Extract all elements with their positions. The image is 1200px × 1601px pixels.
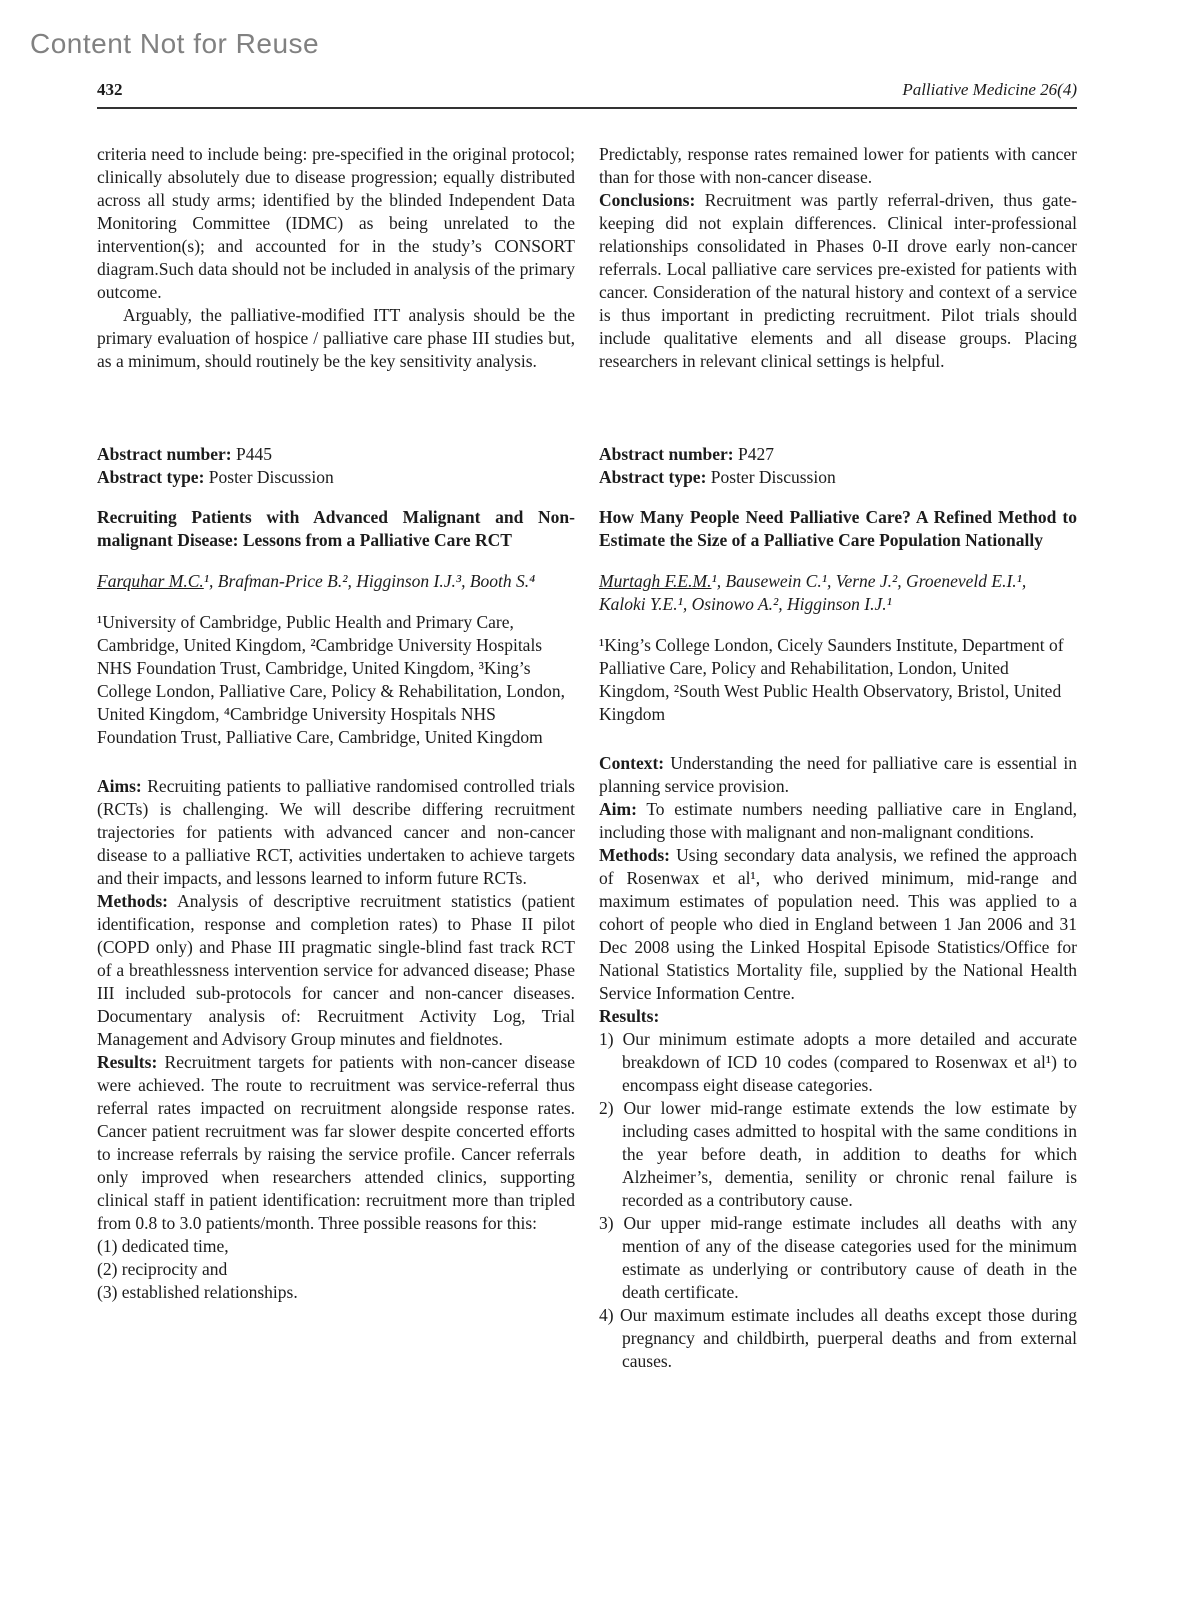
abstract1-type-line — [97, 466, 575, 489]
abstract2-results-label — [599, 1005, 1077, 1028]
result-item-1 — [599, 1028, 1077, 1097]
abstract-number-value: P427 — [738, 444, 774, 464]
continuation-paragraph: Predictably, response rates remained lower for patients with cancer than for those with non-cancer disease. — [599, 144, 1077, 187]
abstract-number-label: Abstract number: — [599, 444, 734, 464]
abstract2-header — [599, 443, 1077, 489]
context-label: Context: — [599, 753, 665, 773]
item-number: 3) — [599, 1213, 614, 1233]
abstract-type-label: Abstract type: — [97, 467, 205, 487]
abstract-number-value: P445 — [236, 444, 272, 464]
abstract1-methods — [97, 890, 575, 1051]
abstract1-results — [97, 1051, 575, 1235]
result-item-2 — [599, 1097, 1077, 1212]
right-column — [599, 143, 1077, 1373]
abstract2-number-line — [599, 443, 1077, 466]
abstract2-aim — [599, 798, 1077, 844]
methods-label: Methods: — [97, 891, 168, 911]
intro-paragraph-1: criteria need to include being: pre-specified in the original protocol; clinically absolutely due to disease progression; equally distributed across all study arms; identified by the blinded Independent Data Monitoring Committee (IDMC) as being unrelated to the intervention(s); and accounted for in the study’s CONSORT diagram.Such data should not be included in analysis of the primary outcome. — [97, 144, 575, 302]
abstract2-methods — [599, 844, 1077, 1005]
page-header — [97, 80, 1077, 109]
reason-item-3: (3) established relationships. — [97, 1282, 298, 1302]
item-number: 4) — [599, 1305, 614, 1325]
aim-text: To estimate numbers needing palliative care in England, including those with malignant and non-malignant conditions. — [599, 799, 1078, 842]
item-text: Our upper mid-range estimate includes all deaths with any mention of any of the disease categories used for the minimum estimate as underlying or contributory cause of death in the death certificate. — [622, 1213, 1078, 1302]
first-author-superscript: ¹ — [203, 571, 210, 591]
aims-text: Recruiting patients to palliative randomised controlled trials (RCTs) is challenging. We will describe differing recruitment trajectories for patients with advanced cancer and non-cancer disease to a palliative RCT, activities undertaken to achieve targets and their impacts, and lessons learned to inform future RCTs. — [97, 776, 575, 888]
abstract1-number-line — [97, 443, 575, 466]
first-author-superscript: ¹ — [711, 571, 717, 591]
reason-item-1: (1) dedicated time, — [97, 1236, 229, 1256]
item-number: 1) — [599, 1029, 614, 1049]
reason-item-2: (2) reciprocity and — [97, 1259, 228, 1279]
conclusions-paragraph — [599, 189, 1077, 373]
first-author: Farquhar M.C. — [97, 571, 204, 591]
abstract1-authors — [97, 570, 575, 593]
abstract1-header — [97, 443, 575, 489]
abstract1-aims — [97, 775, 575, 890]
abstract-number-label: Abstract number: — [97, 444, 232, 464]
item-text: Our maximum estimate includes all deaths except those during pregnancy and childbirth, puerperal deaths and from external causes. — [620, 1305, 1078, 1371]
item-text: Our minimum estimate adopts a more detailed and accurate breakdown of ICD 10 codes (compared to Rosenwax et al¹) to encompass eight disease categories. — [622, 1029, 1078, 1095]
abstract2-context — [599, 752, 1077, 798]
abstract1-title: Recruiting Patients with Advanced Malignant and Non-malignant Disease: Lessons from a Palliative Care RCT — [97, 507, 575, 550]
watermark-text: Content Not for Reuse — [30, 28, 320, 59]
aims-label: Aims: — [97, 776, 142, 796]
methods-text: Analysis of descriptive recruitment statistics (patient identification, response and completion rates) to Phase II pilot (COPD only) and Phase III pragmatic single-blind fast track RCT of a breathlessness intervention service for advanced disease; Phase III included sub-protocols for cancer and non-cancer diseases. Documentary analysis of: Recruitment Activity Log, Trial Management and Advisory Group minutes and fieldnotes. — [97, 891, 575, 1049]
methods-label: Methods: — [599, 845, 670, 865]
abstract2-authors — [599, 570, 1077, 616]
abstract2-title: How Many People Need Palliative Care? A Refined Method to Estimate the Size of a Palliative Care Population Nationally — [599, 507, 1077, 550]
abstract2-affiliations: ¹King’s College London, Cicely Saunders Institute, Department of Palliative Care, Policy and Rehabilitation, London, United Kingdom, ²South West Public Health Observatory, Bristol, United Kingdom — [599, 635, 1064, 724]
conclusions-label: Conclusions: — [599, 190, 696, 210]
abstract2-type-line — [599, 466, 1077, 489]
results-label: Results: — [599, 1006, 660, 1026]
other-authors: , Bausewein C.¹, Verne J.², Groeneveld E.I.¹, Kaloki Y.E.¹, Osinowo A.², Higginson I.J.¹ — [599, 571, 1027, 614]
result-item-4 — [599, 1304, 1077, 1373]
abstract-type-value: Poster Discussion — [710, 467, 836, 487]
other-authors: , Brafman-Price B.², Higginson I.J.³, Booth S.⁴ — [209, 571, 536, 591]
context-text: Understanding the need for palliative care is essential in planning service provision. — [599, 753, 1078, 796]
results-label: Results: — [97, 1052, 158, 1072]
journal-page — [97, 80, 1077, 1373]
abstract-type-label: Abstract type: — [599, 467, 707, 487]
results-text: Recruitment targets for patients with non-cancer disease were achieved. The route to recruitment was service-referral thus referral rates impacted on recruitment alongside response rates. Cancer patient recruitment was far slower despite concerted efforts to increase referrals by raising the service profile. Cancer referrals only improved when researchers attended clinics, supporting clinical staff in patient identification: recruitment more than tripled from 0.8 to 3.0 patients/month. Three possible reasons for this: — [97, 1052, 576, 1233]
right-intro-block — [599, 143, 1077, 403]
result-item-3 — [599, 1212, 1077, 1304]
left-column — [97, 143, 575, 1373]
aim-label: Aim: — [599, 799, 637, 819]
item-text: Our lower mid-range estimate extends the low estimate by including cases admitted to hospital with the same conditions in the year before death, in addition to deaths for which Alzheimer’s, dementia, senility or chronic renal failure is recorded as a contributory cause. — [622, 1098, 1078, 1210]
conclusions-text: Recruitment was partly referral-driven, thus gate-keeping did not explain differences. Clinical inter-professional relationships consolidated in Phases 0-II drove early non-cancer referrals. Local palliative care services pre-existed for patients with cancer. Consideration of the natural history and context of a service is thus important in predicting recruitment. Pilot trials should include qualitative elements and all disease groups. Placing researchers in relevant clinical settings is helpful. — [599, 190, 1078, 371]
first-author: Murtagh F.E.M. — [599, 571, 712, 591]
journal-title: Palliative Medicine 26(4) — [902, 80, 1077, 99]
intro-paragraph-2: Arguably, the palliative-modified ITT analysis should be the primary evaluation of hospice / palliative care phase III studies but, as a minimum, should routinely be the key sensitivity analysis. — [97, 305, 575, 371]
two-column-body — [97, 143, 1077, 1373]
abstract1-affiliations: ¹University of Cambridge, Public Health and Primary Care, Cambridge, United Kingdom, ²Cambridge University Hospitals NHS Foundation Trust, Cambridge, United Kingdom, ³King’s College London, Palliative Care, Policy & Rehabilitation, London, United Kingdom, ⁴Cambridge University Hospitals NHS Foundation Trust, Palliative Care, Cambridge, United Kingdom — [97, 612, 566, 747]
left-intro-block — [97, 143, 575, 403]
item-number: 2) — [599, 1098, 614, 1118]
abstract-type-value: Poster Discussion — [208, 467, 334, 487]
methods-text: Using secondary data analysis, we refined the approach of Rosenwax et al¹, who derived minimum, mid-range and maximum estimates of population need. This was applied to a cohort of people who died in England between 1 Jan 2006 and 31 Dec 2008 using the Linked Hospital Episode Statistics/Office for National Statistics Mortality file, supplied by the National Health Service Information Centre. — [599, 845, 1078, 1003]
page-number: 432 — [97, 80, 123, 99]
